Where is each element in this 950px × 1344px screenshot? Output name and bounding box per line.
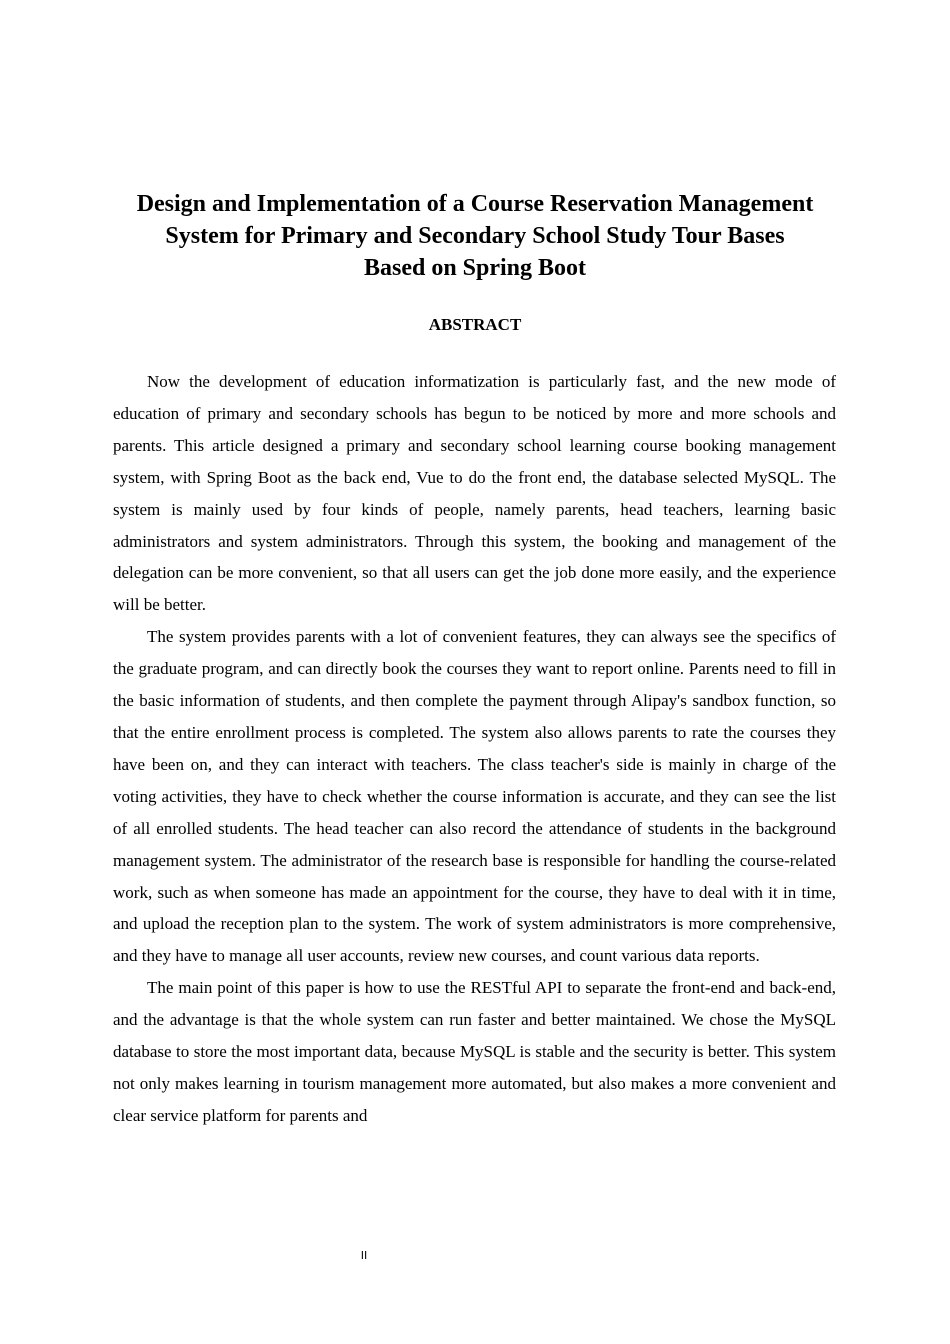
abstract-paragraph: The main point of this paper is how to use the RESTful API to separate the front-end and back-end, and the advantage is that the whole system can run faster and better maintained. We chose the MySQL database to store the most important data, because MySQL is stable and the security is better. This system not only makes learning in tourism management more automated, but also makes a more convenient and clear service platform for parents and <box>113 978 836 1125</box>
abstract-paragraph: The system provides parents with a lot of convenient features, they can always see the specifics of the graduate program, and can directly book the courses they want to report online. Parents need to fill in the basic information of students, and then complete the payment through Alipay's sandbox function, so that the entire enrollment process is completed. The system also allows parents to rate the courses they have been on, and they can interact with teachers. The class teacher's side is mainly in charge of the voting activities, they have to check whether the course information is accurate, and they can see the list of all enrolled students. The head teacher can also record the attendance of students in the background management system. The administrator of the research base is responsible for handling the course-related work, such as when someone has made an appointment for the course, they have to deal with it in time, and upload the reception plan to the system. The work of system administrators is more comprehensive, and they have to manage all user accounts, review new courses, and count various data reports. <box>113 627 836 966</box>
title-line: System for Primary and Secondary School Study Tour Bases <box>165 223 785 249</box>
paper-title <box>100 188 850 284</box>
abstract-body <box>113 366 836 1132</box>
abstract-paragraph: Now the development of education informatization is particularly fast, and the new mode of education of primary and secondary schools has begun to be noticed by more and more schools and parents. This article designed a primary and secondary school learning course booking management system, with Spring Boot as the back end, Vue to do the front end, the database selected MySQL. The system is mainly used by four kinds of people, namely parents, head teachers, learning basic administrators and system administrators. Through this system, the booking and management of the delegation can be more convenient, so that all users can get the job done more easily, and the experience will be better. <box>113 372 836 615</box>
title-line: Based on Spring Boot <box>363 255 587 281</box>
title-line: Design and Implementation of a Course Reservation Management <box>136 191 814 217</box>
page-number: II <box>360 1249 368 1262</box>
abstract-heading: ABSTRACT <box>428 315 522 334</box>
